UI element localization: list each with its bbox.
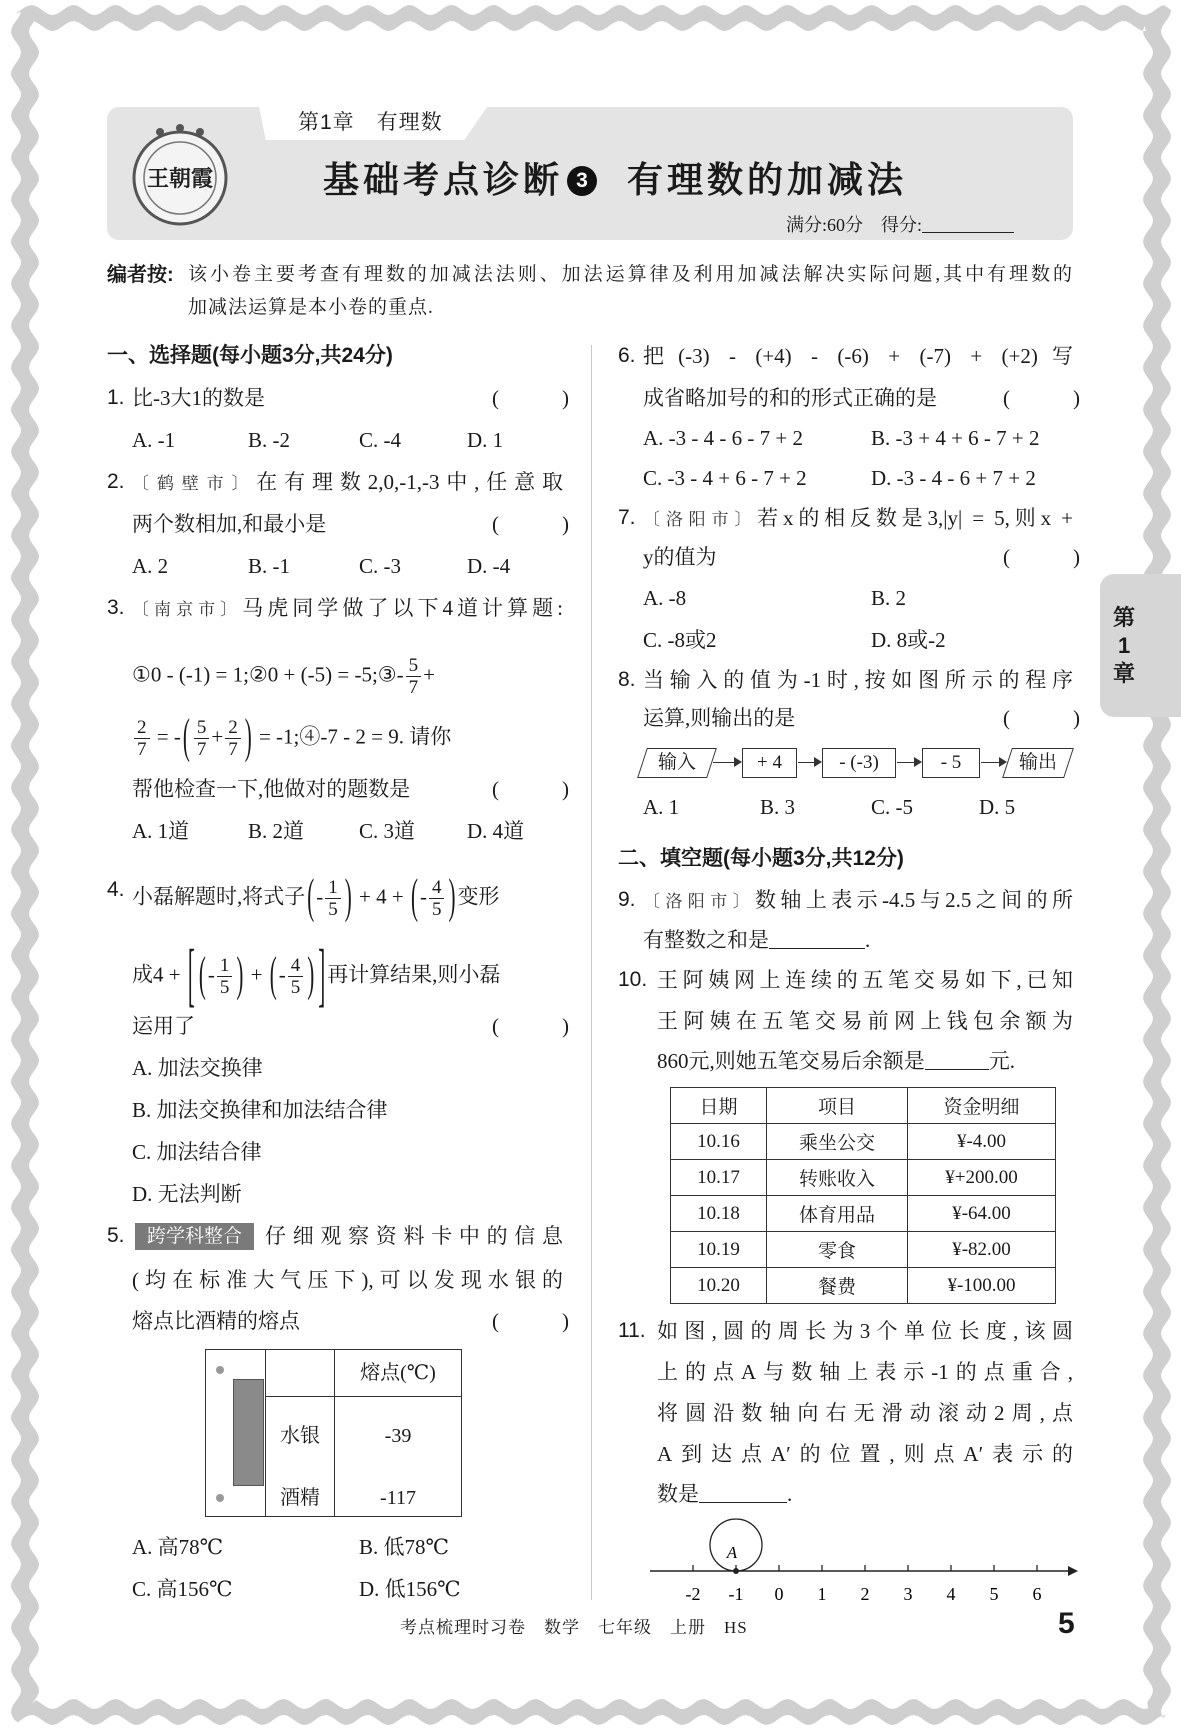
question-number: 6.	[618, 344, 636, 367]
answer-bracket: ( )	[492, 512, 569, 536]
option: D. 8或-2	[871, 628, 946, 652]
tick-label: 2	[860, 1584, 870, 1604]
answer-bracket: ( )	[1003, 545, 1080, 569]
math-line: 成4 + [ (- $\frac{1}{5}$ ) + (- $\frac{4}{5}$ ) ]再计算结果,则小磊	[132, 933, 501, 1016]
option: A. -3 - 4 - 6 - 7 + 2	[643, 426, 803, 450]
page-number: 5	[1058, 1607, 1075, 1640]
tick-label: -1	[728, 1584, 744, 1604]
chapter-label: 第1章 有理数	[298, 111, 443, 134]
table-row: 10.18 体育用品 ¥-64.00	[671, 1196, 1056, 1232]
math-line: ①0 - (-1) = 1;②0 + (-5) = -5;③- $\frac{5}{7}$ +	[132, 655, 435, 698]
source-tag: 〔洛阳市〕	[643, 892, 756, 911]
question-text: 比-3大1的数是	[132, 386, 265, 410]
fraction: $\frac{4}{5}$	[429, 877, 445, 920]
card-dot	[216, 1366, 224, 1374]
flow-arrow	[798, 762, 820, 763]
flow-step: + 4	[742, 748, 797, 778]
question-number: 8.	[618, 668, 636, 691]
answer-bracket: ( )	[492, 1014, 569, 1038]
table-header-row	[671, 1088, 1056, 1124]
option: A. 加法交换律	[132, 1056, 263, 1080]
question-text: 两个数相加,和最小是	[132, 512, 327, 536]
question-number: 9.	[618, 888, 636, 911]
card-row-value: -117	[380, 1487, 416, 1509]
option: D. -4	[467, 554, 511, 578]
option: D. 4道	[467, 819, 525, 843]
option: B. 低78℃	[359, 1535, 449, 1559]
question-text: y的值为	[643, 545, 717, 569]
melting-point-card	[205, 1349, 462, 1517]
question-text: 〔洛阳市〕数轴上表示-4.5与2.5之间的所	[643, 888, 1073, 912]
fraction: $\frac{2}{7}$	[225, 717, 241, 760]
question-text: 成省略加号的和的形式正确的是	[643, 386, 937, 410]
option: A. -8	[643, 586, 687, 610]
editor-note-line: 该小卷主要考查有理数的加减法法则、加法运算律及利用加减法解决实际问题,其中有理数的	[188, 264, 1073, 285]
question-text: 熔点比酒精的熔点	[132, 1309, 300, 1333]
card-row-name: 酒精	[280, 1487, 320, 1509]
tick-label: 6	[1032, 1584, 1042, 1604]
math-line: 小磊解题时,将式子(- $\frac{1}{5}$ ) + 4 + (- $\frac{4}{5}$ )变形	[132, 868, 500, 924]
question-text: 〔鹤壁市〕在有理数2,0,-1,-3中,任意取	[132, 470, 563, 494]
card-divider	[334, 1350, 335, 1516]
question-text: 上的点A与数轴上表示-1的点重合,	[657, 1360, 1073, 1384]
option: D. 1	[467, 428, 504, 452]
answer-blank	[699, 1482, 787, 1503]
table-row: 10.20 餐费 ¥-100.00	[671, 1268, 1056, 1304]
option: B. 加法交换律和加法结合律	[132, 1098, 388, 1122]
fraction: $\frac{5}{7}$	[406, 655, 422, 698]
option: A. 高78℃	[132, 1535, 224, 1559]
option: B. -1	[248, 554, 290, 578]
flow-input: 输入	[642, 748, 712, 778]
fraction: $\frac{1}{5}$	[325, 877, 341, 920]
option: A. 2	[132, 554, 169, 578]
tick-label: 5	[989, 1584, 999, 1604]
question-text: (均在标准大气压下),可以发现水银的	[132, 1268, 563, 1292]
flow-arrow	[897, 762, 920, 763]
question-number: 1.	[107, 386, 125, 409]
question-number: 2.	[107, 470, 125, 493]
number-line-figure	[650, 1510, 1090, 1610]
fraction: $\frac{2}{7}$	[134, 717, 150, 760]
question-text: 将圆沿数轴向右无滑动滚动2周,点	[657, 1401, 1073, 1425]
question-number: 4.	[107, 878, 125, 901]
option: C. -5	[871, 795, 913, 819]
answer-blank	[925, 1049, 989, 1070]
logo-text: 王朝霞	[146, 166, 214, 191]
column-header: 资金明细	[908, 1088, 1056, 1124]
option: D. 无法判断	[132, 1182, 242, 1206]
answer-bracket: ( )	[492, 777, 569, 801]
section-heading-fill: 二、填空题(每小题3分,共12分)	[618, 847, 904, 870]
source-tag: 〔洛阳市〕	[643, 510, 758, 529]
flow-step: - 5	[922, 748, 980, 778]
question-text: 〔南京市〕马虎同学做了以下4道计算题:	[132, 596, 563, 620]
card-header: 熔点(℃)	[360, 1362, 436, 1384]
score-line: 满分:60分 得分:	[786, 212, 1014, 237]
tick-label: -2	[685, 1584, 701, 1604]
option: C. 3道	[359, 819, 416, 843]
question-number: 7.	[618, 506, 636, 529]
answer-bracket: ( )	[492, 386, 569, 410]
option: C. -3 - 4 + 6 - 7 + 2	[643, 466, 807, 490]
answer-bracket: ( )	[1003, 386, 1080, 410]
score-blank	[922, 212, 1014, 233]
option: D. 低156℃	[359, 1577, 461, 1601]
question-text: 仔细观察资料卡中的信息	[265, 1224, 563, 1248]
card-divider	[265, 1350, 266, 1516]
card-row-value: -39	[384, 1425, 412, 1447]
question-text: 〔洛阳市〕若x的相反数是3,|y| = 5,则x +	[643, 506, 1073, 530]
question-text: 王阿姨在五笔交易前网上钱包余额为	[657, 1009, 1073, 1033]
option: B. 2道	[248, 819, 305, 843]
option: D. 5	[979, 795, 1016, 819]
option: B. 3	[760, 795, 796, 819]
option: C. 高156℃	[132, 1577, 233, 1601]
transaction-table	[670, 1087, 1056, 1304]
flow-arrow	[981, 762, 1005, 763]
question-text: A到达点A′的位置,则点A′表示的	[657, 1442, 1073, 1466]
option: C. -4	[359, 428, 401, 452]
tick-label: 1	[817, 1584, 827, 1604]
question-text: 数是 .	[657, 1482, 793, 1506]
section-heading-choice: 一、选择题(每小题3分,共24分)	[107, 344, 393, 367]
question-text: 运用了	[132, 1014, 195, 1038]
card-divider	[265, 1396, 461, 1397]
answer-blank	[769, 928, 865, 949]
question-text: 如图,圆的周长为3个单位长度,该圆	[657, 1319, 1073, 1343]
question-text: 有整数之和是 .	[643, 928, 871, 952]
question-number: 3.	[107, 596, 125, 619]
question-number: 11.	[618, 1319, 646, 1342]
option: A. -1	[132, 428, 176, 452]
answer-bracket: ( )	[1003, 706, 1080, 730]
option: C. 加法结合律	[132, 1140, 262, 1164]
option: B. 2	[871, 586, 907, 610]
question-text: 王阿姨网上连续的五笔交易如下,已知	[657, 968, 1073, 992]
flow-step: - (-3)	[822, 748, 896, 778]
answer-bracket: ( )	[492, 1309, 569, 1333]
question-text: 当输入的值为-1时,按如图所示的程序	[643, 668, 1073, 692]
editor-note-line: 加减法运算是本小卷的重点.	[188, 297, 434, 318]
publisher-logo	[128, 122, 232, 226]
math-line: $\frac{2}{7}$ = -( $\frac{5}{7}$ + $\frac{2}{7}$ ) = -1;④-7 - 2 = 9. 请你	[132, 717, 451, 760]
option: A. 1道	[132, 819, 190, 843]
column-divider	[591, 345, 592, 1600]
tick-label: 4	[946, 1584, 956, 1604]
question-text: 运算,则输出的是	[643, 706, 796, 730]
thermometer-graphic	[233, 1379, 264, 1486]
editor-note-label: 编者按:	[107, 264, 174, 286]
axis-arrow	[1068, 1566, 1078, 1576]
page-title: 基础考点诊断 3 有理数的加减法	[323, 159, 908, 200]
tick-label: 0	[774, 1584, 784, 1604]
option: D. -3 - 4 - 6 + 7 + 2	[871, 466, 1036, 490]
source-tag: 〔鹤壁市〕	[132, 474, 257, 493]
title-number-badge: 3	[567, 166, 597, 196]
tick-label: 3	[903, 1584, 913, 1604]
point-a-label: A	[726, 1543, 738, 1562]
flow-output: 输出	[1007, 748, 1069, 778]
option: A. 1	[643, 795, 680, 819]
fraction: $\frac{1}{5}$	[217, 955, 233, 998]
table-row: 10.17 转账收入 ¥+200.00	[671, 1160, 1056, 1196]
question-text: 860元,则她五笔交易后余额是 元.	[657, 1049, 1015, 1073]
table-row: 10.19 零食 ¥-82.00	[671, 1232, 1056, 1268]
card-row-name: 水银	[280, 1425, 320, 1447]
question-number: 5.	[107, 1224, 125, 1247]
column-header: 日期	[671, 1088, 767, 1124]
option: B. -2	[248, 428, 290, 452]
question-text: 帮他检查一下,他做对的题数是	[132, 777, 411, 801]
card-dot	[216, 1494, 224, 1502]
fraction: $\frac{5}{7}$	[194, 717, 210, 760]
question-text: 把(-3) - (+4) - (-6) + (-7) + (+2)写	[643, 344, 1073, 368]
question-number: 10.	[618, 968, 648, 991]
table-row: 10.16 乘坐公交 ¥-4.00	[671, 1124, 1056, 1160]
column-header: 项目	[767, 1088, 908, 1124]
footer-text: 考点梳理时习卷 数学 七年级 上册 HS	[400, 1618, 748, 1637]
chapter-side-tab: 第 1 章	[1100, 574, 1181, 717]
option: C. -3	[359, 554, 401, 578]
cross-subject-badge: 跨学科整合	[135, 1223, 254, 1250]
option: C. -8或2	[643, 628, 717, 652]
source-tag: 〔南京市〕	[132, 600, 243, 619]
option: B. -3 + 4 + 6 - 7 + 2	[871, 426, 1040, 450]
fraction: $\frac{4}{5}$	[288, 955, 304, 998]
flow-arrow	[713, 762, 740, 763]
